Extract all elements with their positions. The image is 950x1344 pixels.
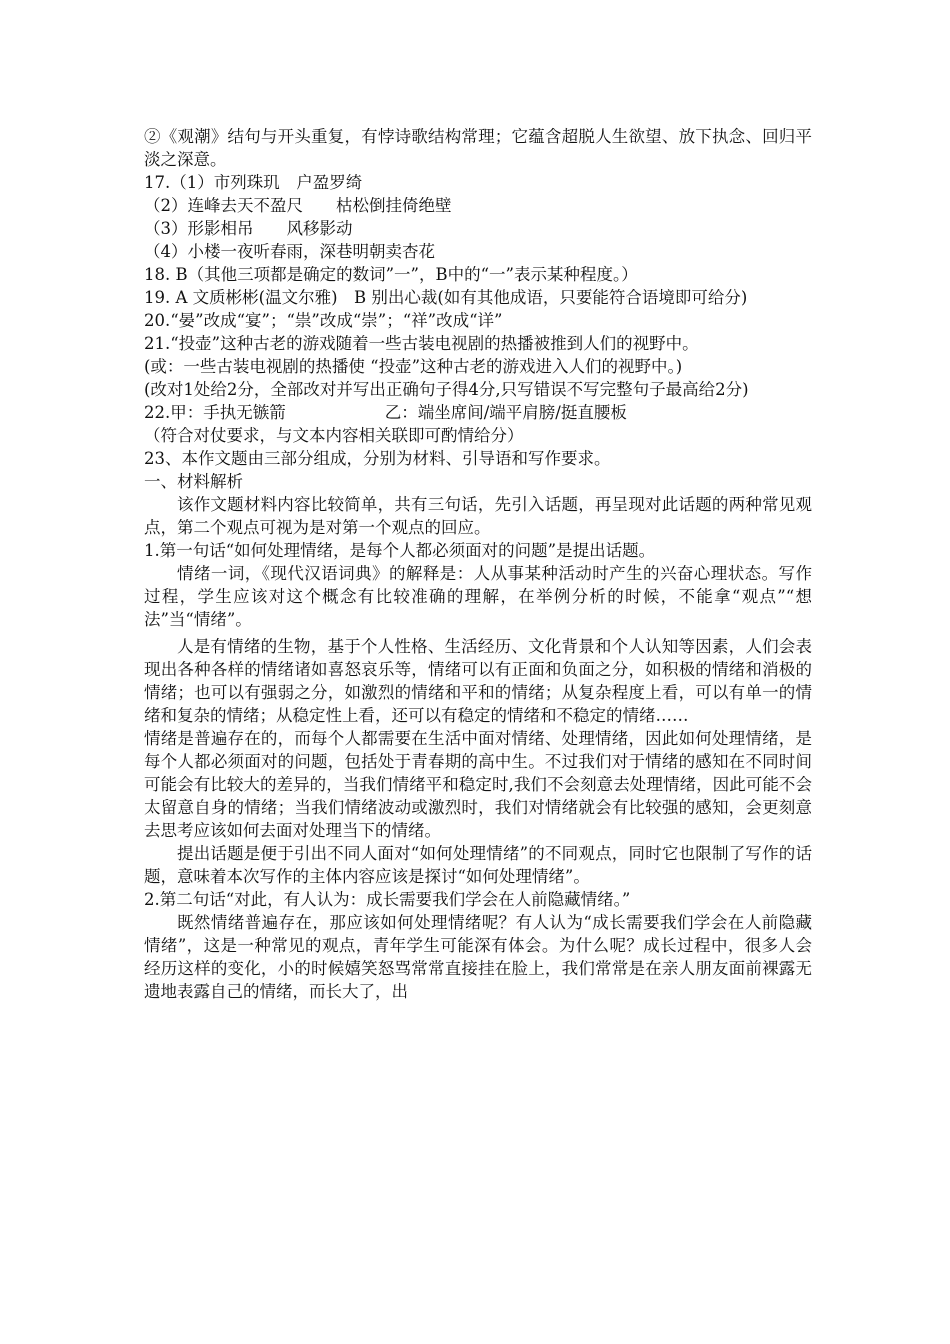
point-2-heading: 2.第二句话“对此，有人认为：成长需要我们学会在人前隐藏情绪。” bbox=[144, 890, 631, 909]
answer-22: 22.甲：手执无镞箭 乙：端坐席间/端平肩膀/挺直腰板 bbox=[144, 403, 627, 422]
paragraph-emotion-definition: 情绪一词，《现代汉语词典》的解释是：人从事某种活动时产生的兴奋心理状态。写作过程，学生应该对这个概念有比较准确的理解，在举例分析的时候，不能拿“观点”“想法”当“情绪”。 bbox=[144, 564, 812, 629]
answer-19: 19. A 文质彬彬(温文尔雅) B 别出心裁(如有其他成语，只要能符合语境即可给分) bbox=[144, 288, 748, 307]
paragraph-emotion-universal: 情绪是普遍存在的，而每个人都需要在生活中面对情绪、处理情绪，因此如何处理情绪，是每个人都必须面对的问题，包括处于青春期的高中生。不过我们对于情绪的感知在不同时间可能会有比较大的差异的，当我们情绪平和稳定时,我们不会刻意去处理情绪，因此可能不会太留意自身的情绪；当我们情绪波动或激烈时，我们对情绪就会有比较强的感知，会更刻意去思考应该如何去面对处理当下的情绪。 bbox=[144, 729, 812, 840]
answer-21-scoring: (改对1处给2分，全部改对并写出正确句子得4分,只写错误不写完整句子最高给2分) bbox=[144, 380, 749, 399]
answer-22-scoring: （符合对仗要求，与文本内容相关联即可酌情给分） bbox=[144, 426, 524, 445]
answer-17-4: （4）小楼一夜听春雨，深巷明朝卖杏花 bbox=[144, 242, 435, 261]
point-1-heading: 1.第一句话“如何处理情绪，是每个人都必须面对的问题”是提出话题。 bbox=[144, 541, 656, 560]
answer-17-3: （3）形影相吊 风移影动 bbox=[144, 219, 353, 238]
paragraph-emotion-types: 人是有情绪的生物，基于个人性格、生活经历、文化背景和个人认知等因素，人们会表现出各种各样的情绪诸如喜怒哀乐等，情绪可以有正面和负面之分，如积极的情绪和消极的情绪；也可以有强弱之分，如激烈的情绪和平和的情绪；从复杂程度上看，可以有单一的情绪和复杂的情绪；从稳定性上看，还可以有稳定的情绪和不稳定的情绪…… bbox=[144, 637, 812, 725]
answer-21-alt: (或：一些古装电视剧的热播使 “投壶”这种古老的游戏进入人们的视野中。) bbox=[144, 357, 683, 376]
section-heading-material-analysis: 一、材料解析 bbox=[144, 472, 243, 491]
answer-16-2: ②《观潮》结句与开头重复，有悖诗歌结构常理；它蕴含超脱人生欲望、放下执念、回归平淡之深意。 bbox=[144, 127, 812, 169]
paragraph-material-overview: 该作文题材料内容比较简单，共有三句话，先引入话题，再呈现对此话题的两种常见观点，第二个观点可视为是对第一个观点的回应。 bbox=[144, 495, 812, 537]
answer-18: 18. B（其他三项都是确定的数词”一”，B中的“一”表示某种程度。） bbox=[144, 265, 638, 284]
document-page bbox=[144, 125, 812, 1003]
answer-21: 21.“投壶”这种古老的游戏随着一些古装电视剧的热播被推到人们的视野中。 bbox=[144, 334, 699, 353]
answer-20: 20.“晏”改成“宴”；“祟”改成“崇”；“祥”改成“详” bbox=[144, 311, 503, 330]
paragraph-hide-emotion: 既然情绪普遍存在，那应该如何处理情绪呢？有人认为“成长需要我们学会在人前隐藏情绪”，这是一种常见的观点，青年学生可能深有体会。为什么呢？成长过程中，很多人会经历这样的变化，小的时候嬉笑怒骂常常直接挂在脸上，我们常常是在亲人朋友面前裸露无遗地表露自己的情绪，而长大了，出 bbox=[144, 913, 812, 1001]
answer-23-intro: 23、本作文题由三部分组成，分别为材料、引导语和写作要求。 bbox=[144, 449, 611, 468]
answer-17-1: 17.（1）市列珠玑 户盈罗绮 bbox=[144, 173, 363, 192]
answer-17-2: （2）连峰去天不盈尺 枯松倒挂倚绝壁 bbox=[144, 196, 452, 215]
paragraph-topic-purpose: 提出话题是便于引出不同人面对“如何处理情绪”的不同观点，同时它也限制了写作的话题，意味着本次写作的主体内容应该是探讨“如何处理情绪”。 bbox=[144, 844, 812, 886]
